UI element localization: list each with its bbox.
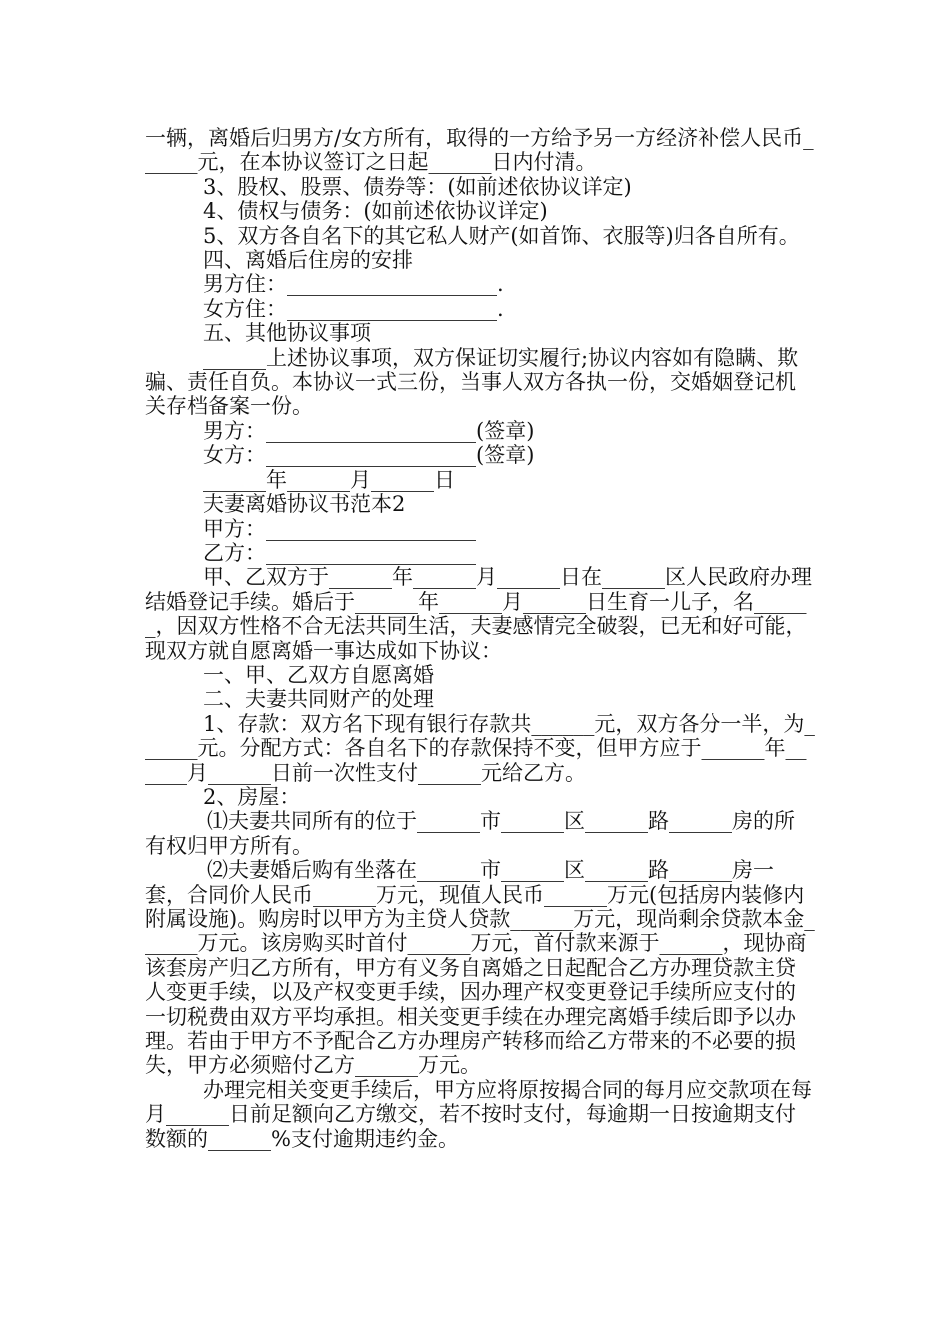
paragraph-stocks: 3、股权、股票、债券等：(如前述依协议详定): [203, 174, 632, 199]
line-wife-residence: 女方住：____________________.: [203, 296, 504, 321]
paragraph-compensation: 一辆，离婚后归男方/女方所有，取得的一方给予另一方经济补偿人民币______元，在本协议签订之日起______日内付清。: [145, 126, 814, 175]
paragraph-marriage-registration: 甲、乙双方于______年______月______日在______区人民政府办理结婚登记手续。婚后于______年______月______日生育一儿子，名______，因双方性格不合无法共同生活，夫妻感情完全破裂，已无和好可能，现双方就自愿离婚一事达成如下协议：: [145, 565, 812, 663]
heading-other-matters: 五、其他协议事项: [203, 321, 371, 346]
paragraph-savings: 1、存款：双方名下现有银行存款共______元，双方各分一半，为______元。分配方式：各自名下的存款保持不变，但甲方应于______年______月______日前一次性支付______元给乙方。: [145, 711, 815, 785]
heading-housing: 四、离婚后住房的安排: [203, 248, 413, 273]
heading-voluntary-divorce: 一、甲、乙双方自愿离婚: [203, 662, 434, 687]
line-party-a: 甲方：____________________: [203, 516, 476, 541]
line-party-b: 乙方：____________________: [203, 540, 476, 565]
document-body: [145, 126, 815, 1151]
paragraph-house-1: ⑴夫妻共同所有的位于______市______区______路______房的所有权归甲方所有。: [145, 809, 795, 858]
line-husband-signature: 男方：____________________(签章): [203, 418, 535, 443]
heading-joint-property: 二、夫妻共同财产的处理: [203, 687, 434, 712]
line-date: ______年______月______日: [203, 467, 455, 492]
paragraph-house-2: ⑵夫妻婚后购有坐落在______市______区______路______房一套，合同价人民币______万元，现值人民币______万元(包括房内装修内附属设施)。购房时以甲方为主贷人贷款______万元，现尚剩余贷款本金______万元。该房购买时首付______万元，首付款来源于______，现协商该套房产归乙方所有，甲方有义务自离婚之日起配合乙方办理贷款主贷人变更手续，以及产权变更手续，因办理产权变更登记手续所应支付的一切税费由双方平均承担。相关变更手续在办理完离婚手续后即予以办理。若由于甲方不予配合乙方办理房产转移而给乙方带来的不必要的损失，甲方必须赔付乙方______万元。: [145, 858, 815, 1078]
heading-template-2: 夫妻离婚协议书范本2: [203, 492, 406, 517]
line-wife-signature: 女方：____________________(签章): [203, 443, 535, 468]
paragraph-guarantee: ______上述协议事项，双方保证切实履行;协议内容如有隐瞒、欺骗、责任自负。本协议一式三份，当事人双方各执一份，交婚姻登记机关存档备案一份。: [145, 345, 799, 419]
paragraph-mortgage-payment: 办理完相关变更手续后，甲方应将原按揭合同的每月应交款项在每月______日前足额向乙方缴交，若不按时支付，每逾期一日按逾期支付数额的______%支付逾期违约金。: [145, 1077, 812, 1151]
paragraph-debts: 4、债权与债务：(如前述依协议详定): [203, 199, 548, 224]
paragraph-personal-property: 5、双方各自名下的其它私人财产(如首饰、衣服等)归各自所有。: [203, 223, 800, 248]
line-husband-residence: 男方住：____________________.: [203, 272, 504, 297]
heading-housing-2: 2、房屋：: [203, 784, 301, 809]
